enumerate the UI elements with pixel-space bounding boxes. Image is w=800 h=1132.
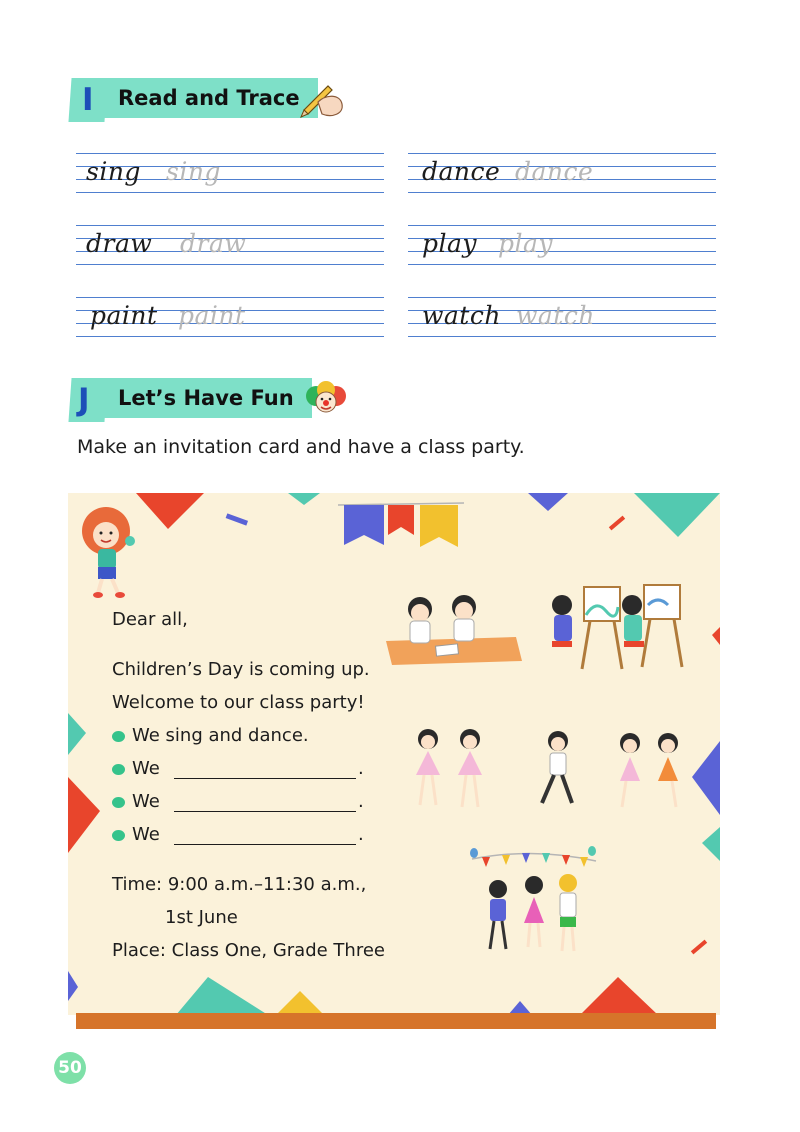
bullet-icon [112,764,125,775]
trace-sing: sing [166,157,221,186]
invitation-card [68,493,720,1015]
trace-watch: watch [516,301,595,330]
line1-text: Children’s Day is coming up. [112,659,370,680]
page-number: 50 [54,1052,86,1084]
activity4-prefix: We [132,824,160,845]
section-i-letter: I [82,82,94,118]
activity2-period: . [358,758,364,779]
trace-row-draw [76,225,384,265]
section-j-letter: J [78,382,90,418]
section-i-title: Read and Trace [100,78,318,118]
trace-row-watch [408,297,716,337]
word-dance: dance [422,157,501,186]
word-draw: draw [86,229,153,258]
place-text: Place: Class One, Grade Three [112,940,385,961]
girls-dancing-illustration [398,725,508,817]
bullet-icon [112,731,125,742]
card-base-strip [76,1013,716,1029]
trace-paint: paint [178,301,246,330]
clown-face-icon [300,378,352,418]
word-play: play [422,229,478,258]
word-sing: sing [86,157,141,186]
girl-with-fan-illustration [68,501,148,601]
time-text: Time: 9:00 a.m.–11:30 a.m., [112,874,367,895]
word-paint: paint [90,301,158,330]
trace-play: play [498,229,554,258]
greeting-text: Dear all, [112,609,188,630]
bullet-icon [112,797,125,808]
word-watch: watch [422,301,501,330]
children-singing-illustration [468,845,600,963]
activity1-text: We sing and dance. [132,725,309,746]
date-text: 1st June [165,907,238,928]
trace-dance: dance [515,157,594,186]
children-painting-illustration [544,575,694,675]
line2-text: Welcome to our class party! [112,692,365,713]
trace-row-paint [76,297,384,337]
activity3-period: . [358,791,364,812]
activity3-blank[interactable] [174,811,356,812]
trace-row-sing [76,153,384,193]
children-drawing-illustration [386,589,526,669]
trace-draw: draw [180,229,247,258]
activity2-blank[interactable] [174,778,356,779]
activity2-prefix: We [132,758,160,779]
trace-row-dance [408,153,716,193]
activity3-prefix: We [132,791,160,812]
activity4-blank[interactable] [174,844,356,845]
instruction-text: Make an invitation card and have a class party. [77,436,525,458]
bullet-icon [112,830,125,841]
trace-row-play [408,225,716,265]
children-playing-illustration [528,729,698,813]
pencil-hand-icon [298,80,346,120]
section-j-title: Let’s Have Fun [100,378,312,418]
activity4-period: . [358,824,364,845]
